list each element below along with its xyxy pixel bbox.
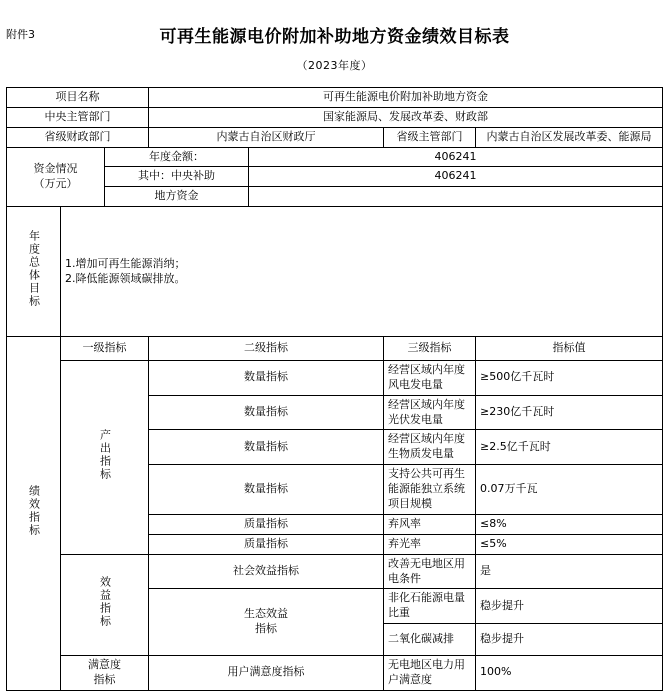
central-subsidy-value: 406241 [249,167,663,187]
indicator-level3: 改善无电地区用电条件 [384,554,476,589]
indicator-level3: 弃风率 [384,514,476,534]
table-row [6,656,662,691]
indicator-level2: 数量指标 [149,395,384,430]
project-name-label: 项目名称 [6,88,148,108]
satisfaction-label-line1: 满意度 [88,658,121,672]
indicator-level2: 质量指标 [149,534,384,554]
indicator-value: 稳步提升 [476,589,663,624]
indicator-level3: 无电地区电力用户满意度 [384,656,476,691]
indicator-level2: 用户满意度指标 [149,656,384,691]
local-funds-value [249,187,663,207]
local-funds-label: 地方资金 [104,187,248,207]
performance-label: 绩效指标 [6,337,60,691]
table-header-row [6,337,662,361]
annual-goal-label: 年度总体目标 [6,207,60,337]
table-row [6,207,662,337]
provincial-finance-label: 省级财政部门 [6,127,148,147]
indicator-level3: 弃光率 [384,534,476,554]
benefit-group-label: 效益指标 [60,554,148,655]
page-subtitle: （2023年度） [296,59,373,72]
indicator-level2: 数量指标 [149,361,384,396]
indicator-value: 是 [476,554,663,589]
table-row [6,147,662,167]
indicator-level2 [149,589,384,656]
annual-amount-label: 年度金额： [104,147,248,167]
project-name-value: 可再生能源电价附加补助地方资金 [149,88,663,108]
indicator-level2: 质量指标 [149,514,384,534]
indicator-level2: 社会效益指标 [149,554,384,589]
table-row [6,554,662,589]
table-row [6,361,662,396]
indicator-value: ≤8% [476,514,663,534]
provincial-finance-value: 内蒙古自治区财政厅 [149,127,384,147]
indicator-level2: 数量指标 [149,465,384,515]
indicator-value: ≤5% [476,534,663,554]
indicator-level3: 经营区域内年度光伏发电量 [384,395,476,430]
provincial-dept-value: 内蒙古自治区发展改革委、能源局 [476,127,663,147]
level2-header: 二级指标 [149,337,384,361]
central-dept-value: 国家能源局、发展改革委、财政部 [149,107,663,127]
funds-label-line2: （万元） [33,176,78,190]
indicator-level3: 非化石能源电量比重 [384,589,476,624]
table-row [6,88,662,108]
indicator-level2: 数量指标 [149,430,384,465]
indicator-value: 0.07万千瓦 [476,465,663,515]
page-title: 可再生能源电价附加补助地方资金绩效目标表 [159,27,510,47]
indicator-value: 100% [476,656,663,691]
value-header: 指标值 [476,337,663,361]
level3-header: 三级指标 [384,337,476,361]
table-row [6,187,662,207]
central-dept-label: 中央主管部门 [6,107,148,127]
annual-goal-line-1: 1.增加可再生能源消纳； [64,256,186,270]
indicator-level3: 支持公共可再生能源能独立系统项目规模 [384,465,476,515]
attachment-label: 附件3 [6,28,35,41]
provincial-dept-label: 省级主管部门 [384,127,476,147]
annual-amount-value: 406241 [249,147,663,167]
performance-target-table [6,87,663,691]
central-subsidy-label: 其中：中央补助 [104,167,248,187]
indicator-level3: 经营区域内年度生物质发电量 [384,430,476,465]
table-row [6,127,662,147]
indicator-value: 稳步提升 [476,624,663,656]
satisfaction-group-label [60,656,148,691]
document-page [0,22,669,697]
indicator-level3: 二氧化碳减排 [384,624,476,656]
indicator-value: ≥500亿千瓦时 [476,361,663,396]
funds-label [6,147,104,207]
indicator-level3: 经营区域内年度风电发电量 [384,361,476,396]
annual-goal-text [60,207,662,337]
indicator-value: ≥2.5亿千瓦时 [476,430,663,465]
output-group-label: 产出指标 [60,361,148,555]
funds-label-line1: 资金情况 [33,161,78,175]
eco-label-line2: 指标 [255,622,278,636]
indicator-value: ≥230亿千瓦时 [476,395,663,430]
table-row [6,167,662,187]
annual-goal-line-2: 2.降低能源领域碳排放。 [64,271,186,285]
level1-header: 一级指标 [60,337,148,361]
table-row [6,107,662,127]
satisfaction-label-line2: 指标 [93,672,116,686]
eco-label-line1: 生态效益 [244,607,289,621]
